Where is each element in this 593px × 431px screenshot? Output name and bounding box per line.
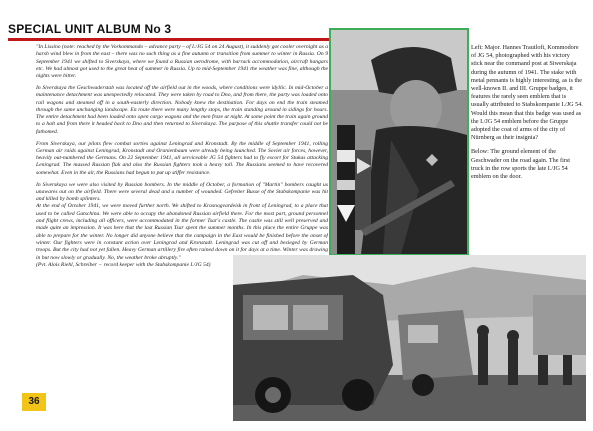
photo-officer-with-victory-stick bbox=[329, 28, 469, 256]
article-attribution: (Pvt. Alois Riehl, Schreiber − record keeper with the Stabskompanie I./JG 54) bbox=[36, 261, 211, 268]
page-title: SPECIAL UNIT ALBUM No 3 bbox=[8, 22, 172, 36]
article-paragraph: From Siverskaya, our pilots flew combat sorties against Leningrad and Kronstadt. By the middle of September 1941, rolling German air raids against Leningrad, Kronstadt and Oranienbaum were already being launched. The Soviet air forces, however, heavily out-numbered the Germans. On 22 September 1941, all serviceable JG 54 fighters had to fly escort for Stukas attacking Leningrad. The massed Russian flak and also the Russian fighters took a heavy toll. The Russians seemed to have recovered somewhat. Even in the air, the Russians had begun to put up stiffer resistance. bbox=[36, 140, 328, 176]
page-number: 36 bbox=[22, 393, 46, 411]
caption-bottom: Below: The ground element of the Geschwader on the road again. The first truck in the row sports the late I./JG 54 emblem on the door. bbox=[471, 148, 571, 181]
photo-convoy-trucks bbox=[233, 255, 586, 421]
caption-top: Left: Major. Hannes Trautloft, Kommodore of JG 54, photographed with his victory stick near the command post at Siwerskaja during the autumn of 1941. The stake with metal pennants is highly interesting, as is the well-known II. and III. Gruppe badges, it features the rarely seen emblem that is usually attributed to Stabskompanie I./JG 54. Would this mean that this badge was used as the I./JG 54 emblem before the Gruppe adopted the coat of arms of the city of Nürnberg as their insignia? bbox=[471, 44, 583, 142]
photo-officer-illustration bbox=[331, 30, 467, 254]
article-paragraph: In Siverskaya the Geschwaderstab was located off the airfield out in the woods, where conditions were idyllic. In mid-October a maintenance detachment was unexpectedly relocated. They were taken by road to Dno, and from there, the party was loaded onto rail wagons and steamed off in a south-easterly direction. Nobody knew the destination. For days on end the train steamed through the same unchanging landscape. En route there were many lengthy stops, the train standing around in sidings for hours. The entire detachment had been loaded onto open cargo wagons and the men froze at night. At some point the train again ground to a halt and from there it headed back to Dno and then returned to Siverskaya. The purpose of this shuttle transfer could not be fathomed. bbox=[36, 84, 328, 135]
title-underline bbox=[8, 38, 330, 41]
photo-convoy-illustration bbox=[233, 255, 586, 421]
photo-captions bbox=[471, 44, 583, 274]
article-paragraph: In Siverskaya we were also visited by Russian bombers. In the middle of October, a formation of "Martin" bombers caught us unawares out on the airfield. There were several dead and a number of wounded. Gefreiter Busse of the Stabskompanie was hit and killed by bomb splinters. bbox=[36, 181, 328, 203]
article-paragraph: At the end of October 1941, we were moved further north. We shifted to Krasnogvardeisk in front of Leningrad, to a place that used to be called Gatschina. We were able to occupy the abandoned Russian airfield there. For the most part, ground personnel and flight crews, including all officers, were accommodated in the former Tsar's castle. The castle was still well preserved and made quite an impression. It was here that the last Russian Tsar spent the summer months. In this place the entire Gruppe was able to prepare for the winter. No longer did anyone believe that the campaign in the East would be finished before the onset of winter. Our fighters were in constant action over Leningrad and Kronstadt. Leningrad was cut off and besieged by German troops. But the city had not yet fallen. Heavy German artillery fire often rained down on it for days at a time. Winter was drawing in but now slowly or gradually. No, the weather broke abruptly." bbox=[36, 203, 328, 261]
article-paragraph: "In Lissino (note: reached by the Vorkommando – advance party – of I./JG 54 on 24 August), it suddenly got cooler overnight as a harsh wind blew in from the east – there was no such thing as a fine autumn or transition from summer to winter in Russia. On 9 September 1941 we shifted to Siverskaya, where we found a Russian aerodrome, with barrack accommodation, aircraft hangars etc. We had almost got used to the great heat of summer in Russia. Up to mid-September 1941 the weather was fine, although the nights were bitter. bbox=[36, 44, 328, 80]
